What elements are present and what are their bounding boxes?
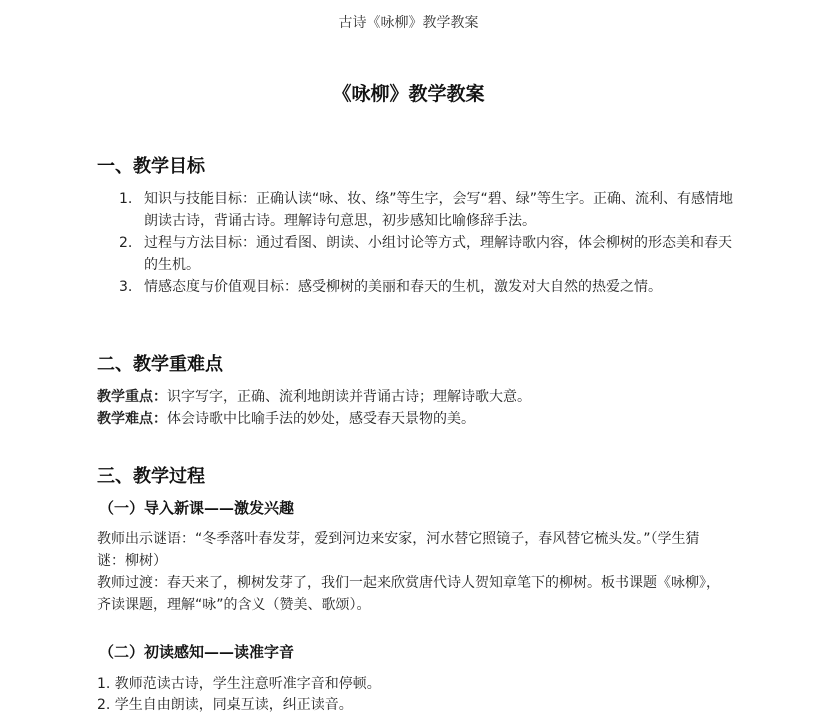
difficulty-label: 教学难点：	[97, 411, 167, 427]
difficulty-text: 体会诗歌中比喻手法的妙处，感受春天景物的美。	[167, 411, 475, 427]
transition-paragraph: 教师过渡：春天来了，柳树发芽了，我们一起来欣赏唐代诗人贺知章笔下的柳树。板书课题《咏柳》，齐读课题，理解“咏”的含义（赞美、歌颂）。	[97, 575, 720, 613]
list-item-text: 知识与技能目标：正确认读“咏、妆、绦”等生字，会写“碧、绿”等生字。正确、流利、有感情地朗读古诗，背诵古诗。理解诗句意思，初步感知比喻修辞手法。	[144, 191, 734, 229]
key-point-paragraph	[97, 386, 737, 408]
section-heading-process: 三、教学过程	[97, 466, 205, 487]
subsection-heading-first-reading: （二）初读感知——读准字音	[99, 643, 295, 661]
objectives-list	[97, 188, 737, 298]
riddle-paragraph: 教师出示谜语：“冬季落叶春发芽，爱到河边来安家，河水替它照镜子，春风替它梳头发。”（学生猜谜：柳树）	[97, 531, 700, 569]
list-item-number: 1.	[119, 191, 133, 207]
list-item	[97, 276, 737, 298]
list-item-text: 过程与方法目标：通过看图、朗读、小组讨论等方式，理解诗歌内容，体会柳树的形态美和春天的生机。	[144, 235, 732, 273]
list-item-number: 2.	[119, 235, 133, 251]
list-item	[97, 188, 737, 232]
step-line: 2. 学生自由朗读，同桌互读，纠正读音。	[97, 697, 353, 713]
list-item	[97, 232, 737, 276]
subsection-heading-intro: （一）导入新课——激发兴趣	[99, 499, 295, 517]
document-title: 《咏柳》教学教案	[332, 83, 485, 105]
page-header: 古诗《咏柳》教学教案	[338, 15, 479, 31]
list-item-text: 情感态度与价值观目标：感受柳树的美丽和春天的生机，激发对大自然的热爱之情。	[144, 279, 662, 295]
section-heading-key-points: 二、教学重难点	[97, 354, 223, 375]
list-item-number: 3.	[119, 279, 133, 295]
key-point-text: 识字写字，正确、流利地朗读并背诵古诗；理解诗歌大意。	[167, 389, 531, 405]
section-heading-objectives: 一、教学目标	[97, 156, 205, 177]
step-line: 1. 教师范读古诗，学生注意听准字音和停顿。	[97, 676, 381, 692]
difficulty-paragraph	[97, 408, 737, 430]
key-point-label: 教学重点：	[97, 389, 167, 405]
